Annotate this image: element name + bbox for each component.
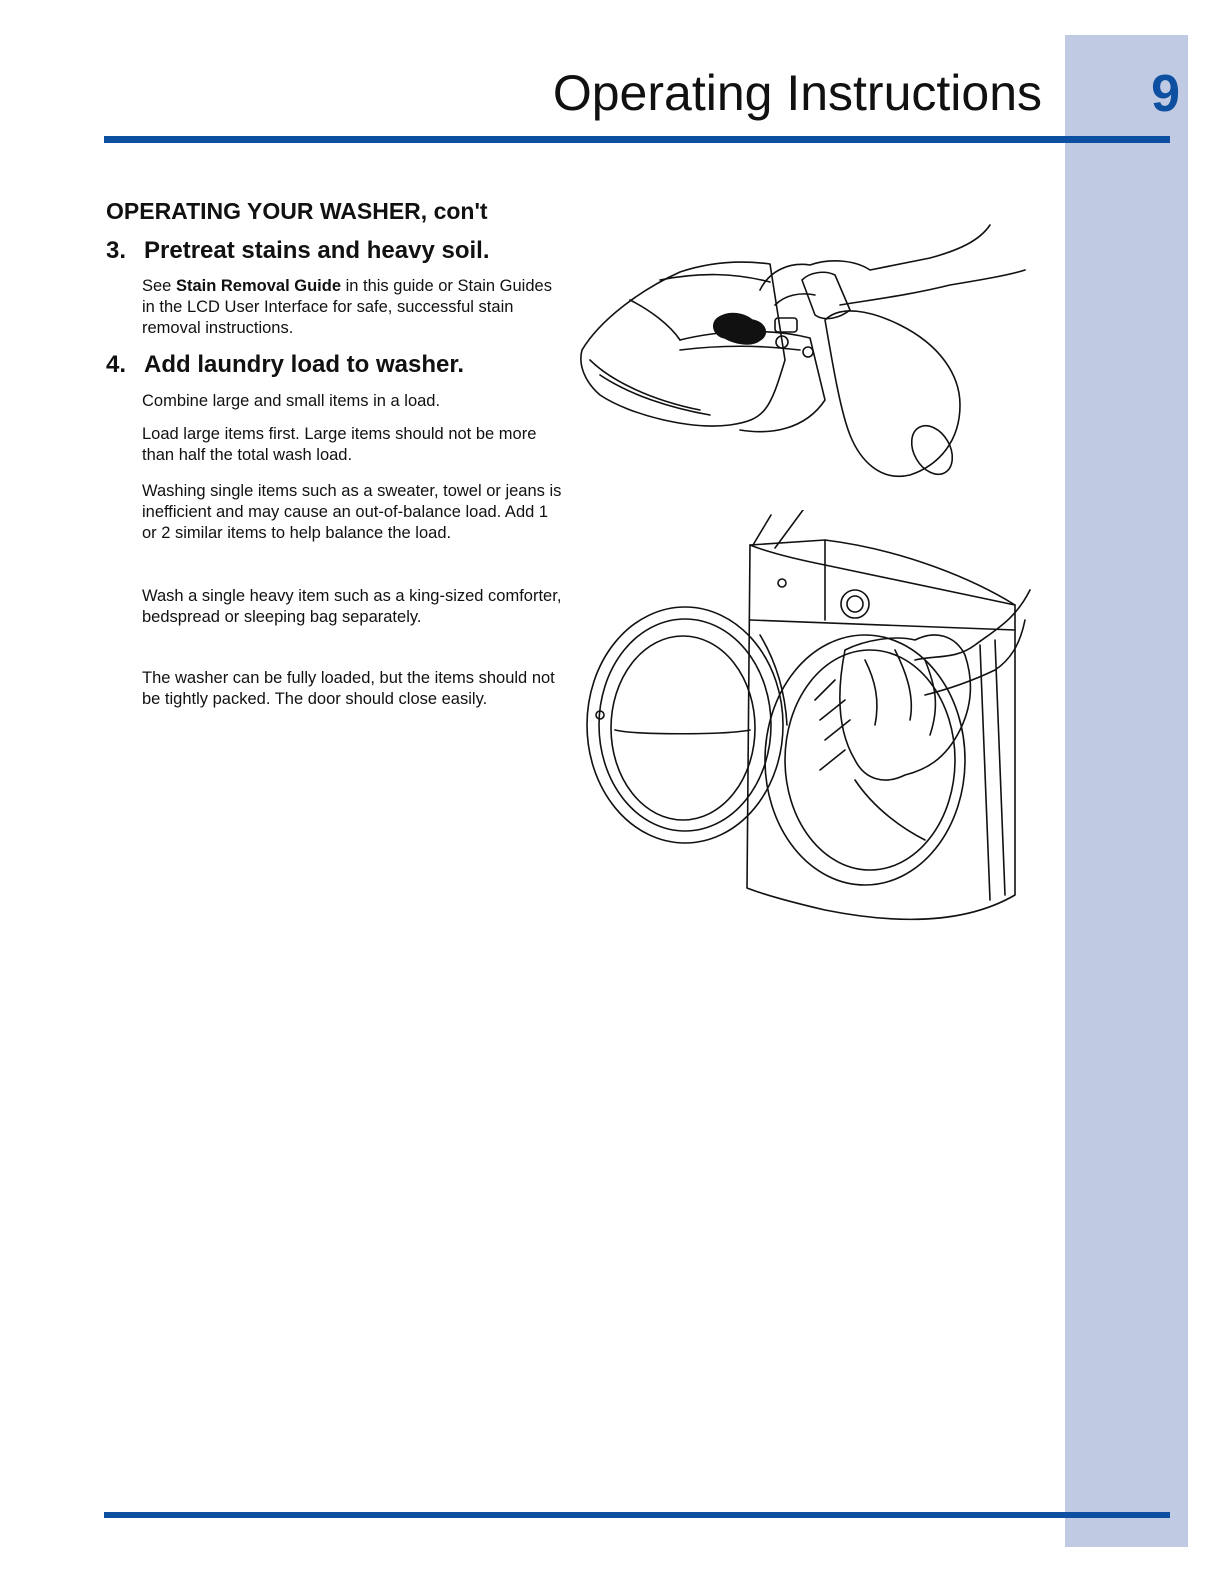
drum-opening — [765, 635, 965, 885]
step-4-number: 4. — [106, 351, 127, 378]
step-3-paragraph — [142, 276, 562, 339]
laundry — [840, 635, 971, 780]
step-4-paragraph-1: Combine large and small items in a load. — [142, 392, 441, 410]
hand — [760, 225, 990, 290]
step-4-title: Add laundry load to washer. — [144, 351, 465, 378]
side-tab — [1065, 35, 1188, 1547]
step-3-text-post: in this guide or Stain Guides in the LCD User Interface for safe, successful stain removal instructions. — [142, 277, 552, 337]
step-3-text-pre: See — [142, 277, 176, 295]
step-3-heading — [106, 237, 489, 265]
step-3-title: Pretreat stains and heavy soil. — [144, 237, 490, 264]
garment-shape — [581, 262, 785, 426]
step-4-paragraph-5: The washer can be fully loaded, but the items should not be tightly packed. The door should close easily. — [142, 669, 555, 708]
step-4-paragraph-4: Wash a single heavy item such as a king-sized comforter, bedspread or sleeping bag separately. — [142, 587, 562, 626]
stain-blob — [714, 314, 766, 344]
step-4-paragraph-2: Load large items first. Large items should not be more than half the total wash load. — [142, 425, 537, 464]
indicator-button — [778, 579, 786, 587]
control-knob — [841, 590, 869, 618]
stain-removal-guide-reference: Stain Removal Guide — [175, 277, 341, 295]
footer-rule — [104, 1512, 1170, 1518]
washer-loading-illustration — [575, 510, 1045, 960]
stain-pretreat-illustration — [570, 210, 1040, 500]
section-heading: OPERATING YOUR WASHER, con't — [106, 198, 488, 224]
page-title: Operating Instructions — [552, 65, 1042, 121]
spray-bottle — [825, 311, 960, 476]
step-4-paragraph-3: Washing single items such as a sweater, towel or jeans is inefficient and may cause an out-of-balance load. Add 1 or 2 similar items to help balance the load. — [142, 482, 562, 542]
step-3-number: 3. — [106, 237, 127, 264]
header-rule — [104, 136, 1170, 143]
page-number: 9 — [1151, 65, 1180, 123]
step-4-heading — [106, 351, 464, 379]
arm — [915, 590, 1030, 660]
washer-door — [587, 607, 783, 843]
